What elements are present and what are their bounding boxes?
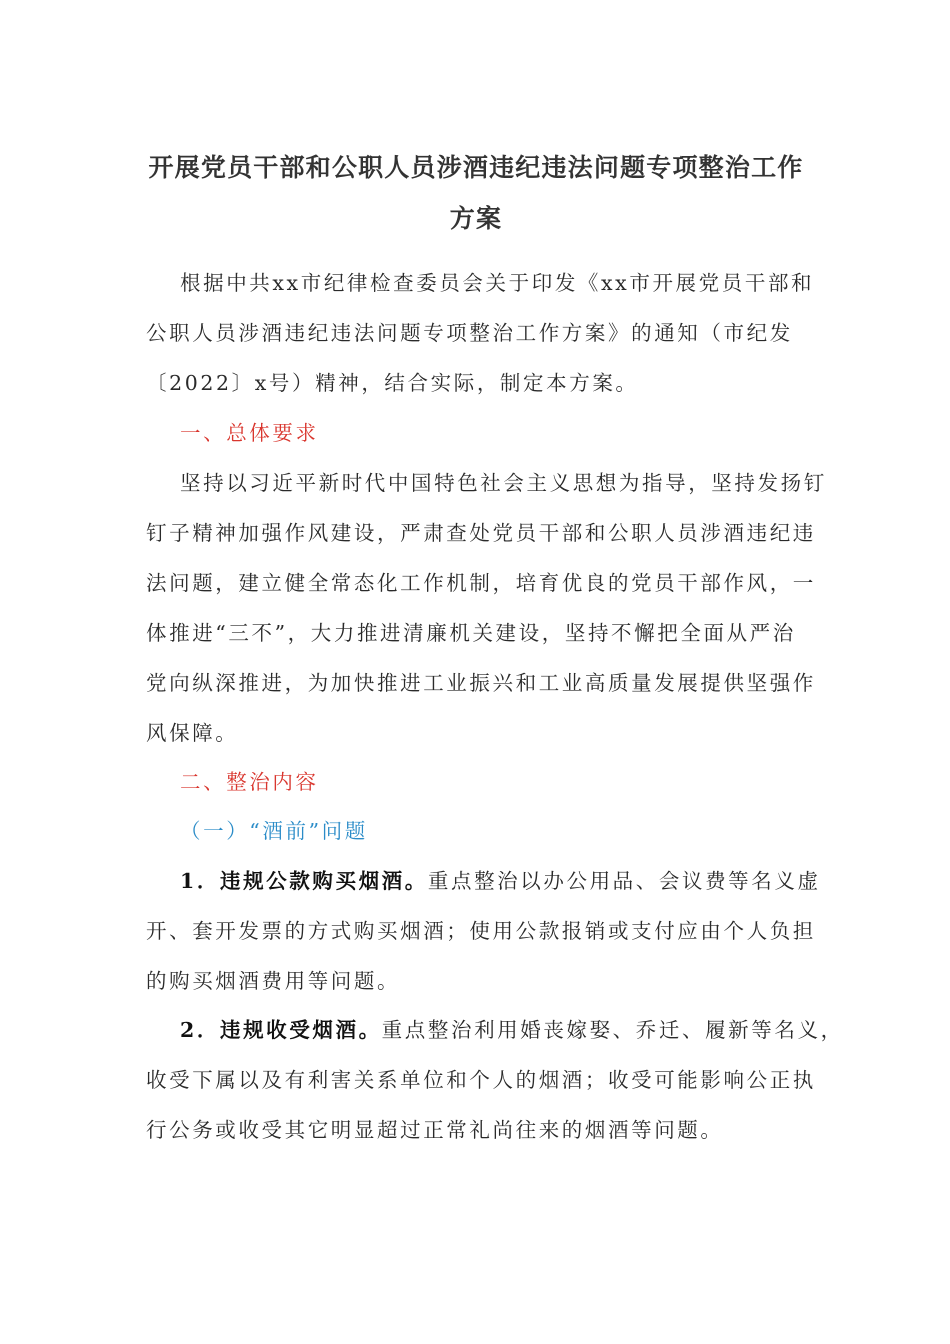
intro-line-3: 〔2022〕x号）精神，结合实际，制定本方案。 xyxy=(146,371,639,395)
section1-body-line-5: 党向纵深推进，为加快推进工业振兴和工业高质量发展提供坚强作 xyxy=(146,671,816,695)
item2-lead: 2．违规收受烟酒。 xyxy=(180,1018,382,1042)
section-heading-rectification-content: 二、整治内容 xyxy=(180,770,319,794)
subsection-heading-before-drinking: （一）“酒前”问题 xyxy=(180,819,368,843)
item1-line-2: 开、套开发票的方式购买烟酒；使用公款报销或支付应由个人负担 xyxy=(146,919,816,943)
document-title-line-2: 方案 xyxy=(449,204,503,233)
section1-body-line-1: 坚持以习近平新时代中国特色社会主义思想为指导，坚持发扬钉 xyxy=(180,471,827,495)
item2-line-1 xyxy=(180,1015,850,1045)
item2-line-3: 行公务或收受其它明显超过正常礼尚往来的烟酒等问题。 xyxy=(146,1118,724,1142)
intro-line-2: 公职人员涉酒违纪违法问题专项整治工作方案》的通知（市纪发 xyxy=(146,321,793,345)
section1-body-line-2: 钉子精神加强作风建设，严肃查处党员干部和公职人员涉酒违纪违 xyxy=(146,521,816,545)
intro-line-1: 根据中共xx市纪律检查委员会关于印发《xx市开展党员干部和 xyxy=(180,271,815,295)
section1-body-line-3: 法问题，建立健全常态化工作机制，培育优良的党员干部作风，一 xyxy=(146,571,816,595)
item2-line-2: 收受下属以及有利害关系单位和个人的烟酒；收受可能影响公正执 xyxy=(146,1068,816,1092)
section-heading-general-requirements: 一、总体要求 xyxy=(180,421,319,445)
section1-body-line-6: 风保障。 xyxy=(146,721,239,745)
item1-text-1: 重点整治以办公用品、会议费等名义虚 xyxy=(427,869,821,893)
item1-lead: 1．违规公款购买烟酒。 xyxy=(180,869,428,893)
item1-line-3: 的购买烟酒费用等问题。 xyxy=(146,969,401,993)
section1-body-line-4: 体推进“三不”，大力推进清廉机关建设，坚持不懈把全面从严治 xyxy=(146,621,796,645)
item1-line-1 xyxy=(180,866,850,896)
document-title-line-1: 开展党员干部和公职人员涉酒违纪违法问题专项整治工作 xyxy=(148,153,804,182)
item2-text-1: 重点整治利用婚丧嫁娶、乔迁、履新等名义， xyxy=(381,1018,844,1042)
